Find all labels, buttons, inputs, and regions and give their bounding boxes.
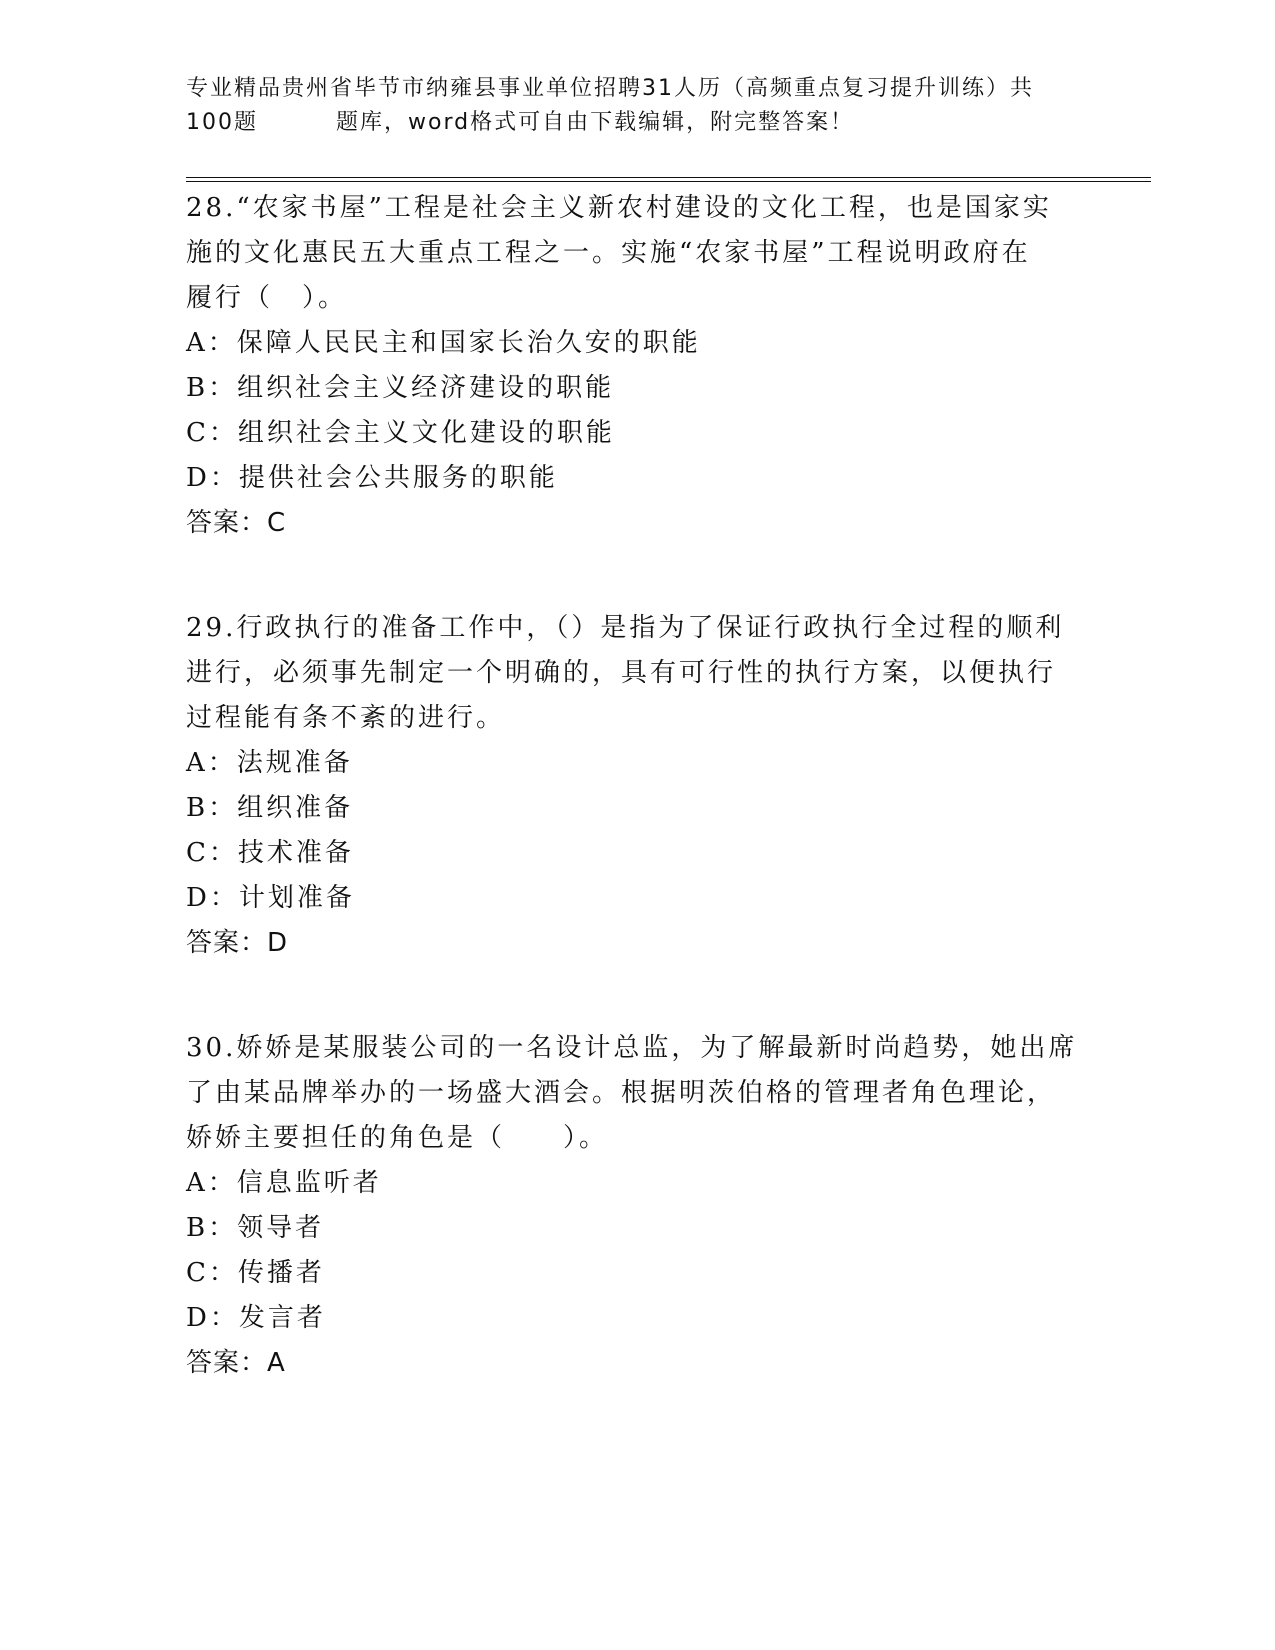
option-a: A：法规准备 (186, 748, 353, 778)
header-divider-bottom (186, 181, 1151, 182)
header-title-line-2 (186, 106, 1066, 140)
answer-label: 答案：A (186, 1348, 286, 1378)
question-stem-line: 进行，必须事先制定一个明确的，具有可行性的执行方案，以便执行 (186, 658, 1057, 688)
header-title-line-1: 专业精品贵州省毕节市纳雍县事业单位招聘31人历（高频重点复习提升训练）共 (186, 76, 1034, 101)
question-stem-line: 过程能有条不紊的进行。 (186, 703, 506, 733)
option-b: B：领导者 (186, 1213, 325, 1243)
question-stem-line: 施的文化惠民五大重点工程之一。实施“农家书屋”工程说明政府在 (186, 238, 1031, 268)
option-b: B：组织准备 (186, 793, 354, 823)
question-stem-line: 履行（ ）。 (186, 283, 348, 313)
option-c: C：传播者 (186, 1258, 325, 1288)
header-question-count: 100题 (186, 110, 258, 135)
question-stem-line: 29.行政执行的准备工作中，（）是指为了保证行政执行全过程的顺利 (186, 613, 1065, 643)
option-d: D：计划准备 (186, 883, 355, 913)
question-item (186, 186, 1086, 546)
question-stem-line: 30.娇娇是某服装公司的一名设计总监，为了解最新时尚趋势，她出席 (186, 1033, 1078, 1063)
option-a: A：信息监听者 (186, 1168, 382, 1198)
answer-label: 答案：D (186, 928, 289, 958)
option-c: C：技术准备 (186, 838, 354, 868)
question-item (186, 606, 1086, 966)
question-stem-line: 了由某品牌举办的一场盛大酒会。根据明茨伯格的管理者角色理论， (186, 1078, 1057, 1108)
option-c: C：组织社会主义文化建设的职能 (186, 418, 615, 448)
header-subtitle: 题库，word格式可自由下载编辑，附完整答案！ (336, 110, 855, 135)
option-d: D：提供社会公共服务的职能 (186, 463, 558, 493)
option-b: B：组织社会主义经济建设的职能 (186, 373, 615, 403)
document-header (186, 72, 1066, 140)
question-stem-line: 娇娇主要担任的角色是（ ）。 (186, 1123, 609, 1153)
question-list (186, 186, 1086, 1446)
option-a: A：保障人民民主和国家长治久安的职能 (186, 328, 701, 358)
header-divider-top (186, 177, 1151, 178)
option-d: D：发言者 (186, 1303, 326, 1333)
question-stem-line: 28.“农家书屋”工程是社会主义新农村建设的文化工程，也是国家实 (186, 193, 1052, 223)
answer-label: 答案：C (186, 508, 287, 538)
question-item (186, 1026, 1086, 1386)
